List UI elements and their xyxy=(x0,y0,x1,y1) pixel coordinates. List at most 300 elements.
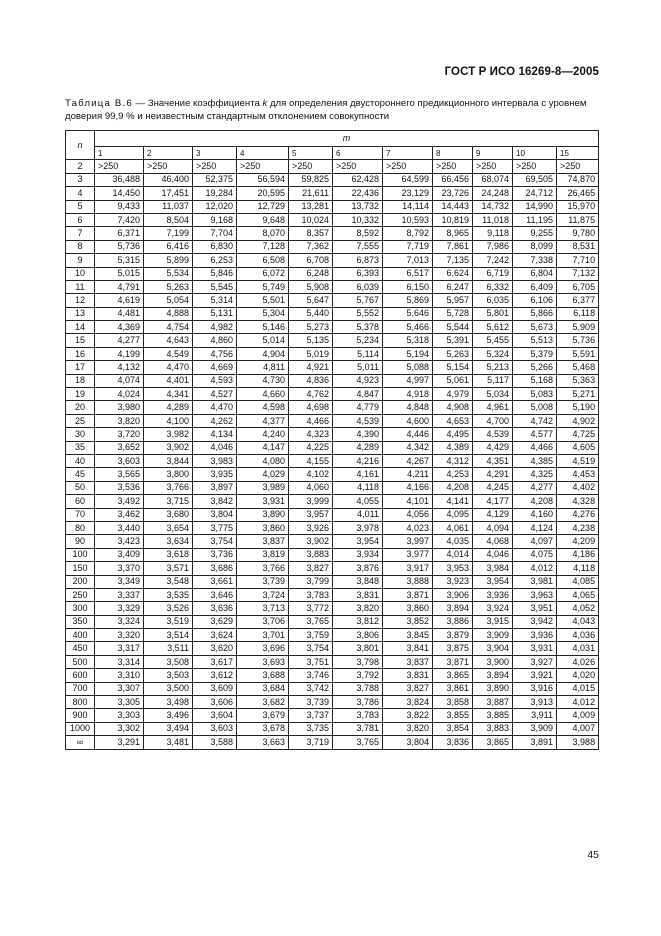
table-cell: 6,106 xyxy=(513,294,557,307)
table-cell: 68,074 xyxy=(473,173,513,186)
table-cell: 3,481 xyxy=(144,736,193,749)
table-cell: 5,552 xyxy=(333,307,383,320)
table-cell: 3,963 xyxy=(513,588,557,601)
table-cell: 5,869 xyxy=(383,294,433,307)
table-cell: 5,194 xyxy=(383,347,433,360)
table-cell: >250 xyxy=(433,160,473,173)
table-cell: 5,749 xyxy=(237,280,289,293)
table-cell: 4,253 xyxy=(433,468,473,481)
table-cell: 5,801 xyxy=(473,307,513,320)
table-cell: 4,007 xyxy=(557,722,599,735)
table-cell: >250 xyxy=(144,160,193,173)
table-cell: 3,977 xyxy=(383,548,433,561)
table-cell: 5,054 xyxy=(144,294,193,307)
table-cell: 26,465 xyxy=(557,187,599,200)
table-cell: 10,819 xyxy=(433,213,473,226)
table-cell: 3,900 xyxy=(473,655,513,668)
table-cell: 3,688 xyxy=(237,669,289,682)
table-cell: 14,732 xyxy=(473,200,513,213)
table-cell: 3,646 xyxy=(193,588,237,601)
table-cell: 3,904 xyxy=(473,642,513,655)
table-cell: 6,035 xyxy=(473,294,513,307)
row-n-value: 500 xyxy=(66,655,95,668)
table-row xyxy=(66,508,599,521)
table-cell: 5,513 xyxy=(513,334,557,347)
table-cell: 3,492 xyxy=(95,495,144,508)
table-cell: 62,428 xyxy=(333,173,383,186)
row-n-value: 450 xyxy=(66,642,95,655)
table-cell: 4,860 xyxy=(193,334,237,347)
table-cell: 4,238 xyxy=(557,521,599,534)
table-row xyxy=(66,602,599,615)
table-cell: 4,600 xyxy=(383,414,433,427)
table-cell: 8,099 xyxy=(513,240,557,253)
page-number: 45 xyxy=(587,849,599,861)
table-cell: 4,011 xyxy=(333,508,383,521)
table-cell: 4,147 xyxy=(237,441,289,454)
table-cell: 4,024 xyxy=(95,388,144,401)
table-cell: 5,008 xyxy=(513,401,557,414)
table-cell: 3,783 xyxy=(333,709,383,722)
table-row xyxy=(66,441,599,454)
table-cell: 3,820 xyxy=(383,722,433,735)
m-column-group-header: m xyxy=(95,131,599,147)
table-cell: 6,118 xyxy=(557,307,599,320)
table-cell: 4,888 xyxy=(144,307,193,320)
table-cell: 3,603 xyxy=(193,722,237,735)
table-cell: 4,598 xyxy=(237,401,289,414)
table-cell: 3,652 xyxy=(95,441,144,454)
table-cell: 69,505 xyxy=(513,173,557,186)
table-cell: 5,647 xyxy=(289,294,333,307)
table-cell: 3,765 xyxy=(333,736,383,749)
table-row xyxy=(66,521,599,534)
table-cell: 3,620 xyxy=(193,642,237,655)
table-cell: 20,595 xyxy=(237,187,289,200)
table-cell: 3,772 xyxy=(289,602,333,615)
table-cell: 3,827 xyxy=(383,682,433,695)
table-cell: 4,023 xyxy=(383,521,433,534)
standard-designation: ГОСТ Р ИСО 16269-8—2005 xyxy=(444,66,599,78)
table-cell: 5,114 xyxy=(333,347,383,360)
table-cell: 5,168 xyxy=(513,374,557,387)
row-n-value: 11 xyxy=(66,280,95,293)
table-cell: 3,916 xyxy=(513,682,557,695)
table-cell: 4,341 xyxy=(144,388,193,401)
table-cell: 3,617 xyxy=(193,655,237,668)
table-cell: 6,377 xyxy=(557,294,599,307)
table-cell: 7,986 xyxy=(473,240,513,253)
table-row xyxy=(66,254,599,267)
row-n-value: 7 xyxy=(66,227,95,240)
column-header-m: 6 xyxy=(333,147,383,160)
table-row xyxy=(66,696,599,709)
row-n-value: 700 xyxy=(66,682,95,695)
table-cell: 4,012 xyxy=(513,562,557,575)
table-row xyxy=(66,160,599,173)
table-cell: 3,879 xyxy=(433,629,473,642)
table-row xyxy=(66,240,599,253)
table-cell: >250 xyxy=(95,160,144,173)
table-cell: 3,902 xyxy=(289,535,333,548)
column-header-m: 4 xyxy=(237,147,289,160)
table-cell: 4,132 xyxy=(95,361,144,374)
table-cell: 4,923 xyxy=(333,374,383,387)
row-n-value: 100 xyxy=(66,548,95,561)
table-cell: 10,332 xyxy=(333,213,383,226)
table-row xyxy=(66,629,599,642)
table-cell: 4,267 xyxy=(383,454,433,467)
table-cell: 4,481 xyxy=(95,307,144,320)
table-cell: 11,018 xyxy=(473,213,513,226)
table-row xyxy=(66,187,599,200)
table-cell: 5,378 xyxy=(333,321,383,334)
table-cell: 3,800 xyxy=(144,468,193,481)
table-cell: 5,545 xyxy=(193,280,237,293)
table-cell: 3,906 xyxy=(433,588,473,601)
table-cell: 3,409 xyxy=(95,548,144,561)
table-cell: 3,978 xyxy=(333,521,383,534)
table-cell: >250 xyxy=(237,160,289,173)
table-cell: 3,565 xyxy=(95,468,144,481)
table-cell: 3,981 xyxy=(513,575,557,588)
table-cell: 3,887 xyxy=(473,696,513,709)
row-n-value: 30 xyxy=(66,428,95,441)
table-cell: 3,696 xyxy=(237,642,289,655)
table-cell: 4,065 xyxy=(557,588,599,601)
table-cell: 3,742 xyxy=(289,682,333,695)
row-n-value: 300 xyxy=(66,602,95,615)
table-cell: 7,242 xyxy=(473,254,513,267)
row-n-value: 1000 xyxy=(66,722,95,735)
row-n-value: 70 xyxy=(66,508,95,521)
table-cell: 3,739 xyxy=(289,696,333,709)
table-cell: 7,013 xyxy=(383,254,433,267)
row-n-value: 3 xyxy=(66,173,95,186)
table-cell: 4,402 xyxy=(557,481,599,494)
table-cell: 4,177 xyxy=(473,495,513,508)
table-cell: 4,389 xyxy=(433,441,473,454)
table-cell: 3,894 xyxy=(433,602,473,615)
table-cell: 3,812 xyxy=(333,615,383,628)
table-cell: 4,289 xyxy=(333,441,383,454)
table-cell: 5,271 xyxy=(557,388,599,401)
table-cell: 5,083 xyxy=(513,388,557,401)
row-n-value: 17 xyxy=(66,361,95,374)
table-cell: 3,984 xyxy=(473,562,513,575)
table-cell: 4,118 xyxy=(557,562,599,575)
table-cell: 3,822 xyxy=(383,709,433,722)
table-cell: 12,729 xyxy=(237,200,289,213)
table-cell: 7,555 xyxy=(333,240,383,253)
table-cell: 6,719 xyxy=(473,267,513,280)
table-cell: 3,679 xyxy=(237,709,289,722)
table-row xyxy=(66,173,599,186)
table-cell: 4,470 xyxy=(193,401,237,414)
table-cell: 3,957 xyxy=(289,508,333,521)
table-cell: 11,195 xyxy=(513,213,557,226)
table-cell: 3,519 xyxy=(144,615,193,628)
table-cell: 14,114 xyxy=(383,200,433,213)
table-cell: 4,245 xyxy=(473,481,513,494)
table-cell: 5,146 xyxy=(237,321,289,334)
table-cell: 4,101 xyxy=(383,495,433,508)
table-cell: 3,999 xyxy=(289,495,333,508)
table-cell: 4,211 xyxy=(383,468,433,481)
table-cell: 3,804 xyxy=(193,508,237,521)
table-cell: 3,706 xyxy=(237,615,289,628)
table-cell: 3,603 xyxy=(95,454,144,467)
column-header-m: 8 xyxy=(433,147,473,160)
table-cell: 3,848 xyxy=(333,575,383,588)
row-n-value: 15 xyxy=(66,334,95,347)
table-cell: 3,894 xyxy=(473,669,513,682)
table-caption-lead: Таблица В.6 xyxy=(65,98,133,109)
table-cell: >250 xyxy=(193,160,237,173)
table-cell: 4,075 xyxy=(513,548,557,561)
table-cell: 4,918 xyxy=(383,388,433,401)
table-row xyxy=(66,548,599,561)
table-cell: 3,931 xyxy=(237,495,289,508)
table-row xyxy=(66,495,599,508)
table-cell: 3,588 xyxy=(193,736,237,749)
table-cell: 5,318 xyxy=(383,334,433,347)
table-row xyxy=(66,414,599,427)
table-cell: 3,609 xyxy=(193,682,237,695)
row-n-value: 250 xyxy=(66,588,95,601)
table-row xyxy=(66,454,599,467)
table-cell: 4,997 xyxy=(383,374,433,387)
table-cell: 4,847 xyxy=(333,388,383,401)
table-cell: 3,861 xyxy=(433,682,473,695)
table-cell: 4,323 xyxy=(289,428,333,441)
table-cell: 4,643 xyxy=(144,334,193,347)
table-cell: 5,014 xyxy=(237,334,289,347)
table-cell: 7,362 xyxy=(289,240,333,253)
table-cell: 4,097 xyxy=(513,535,557,548)
table-cell: 74,870 xyxy=(557,173,599,186)
table-cell: 59,825 xyxy=(289,173,333,186)
table-row xyxy=(66,321,599,334)
table-cell: 4,519 xyxy=(557,454,599,467)
table-cell: 3,804 xyxy=(383,736,433,749)
table-row xyxy=(66,682,599,695)
table-cell: 3,314 xyxy=(95,655,144,668)
table-cell: 3,935 xyxy=(193,468,237,481)
table-cell: 3,680 xyxy=(144,508,193,521)
row-n-value: ∞ xyxy=(66,736,95,749)
table-cell: 3,663 xyxy=(237,736,289,749)
table-row xyxy=(66,347,599,360)
table-cell: 5,190 xyxy=(557,401,599,414)
table-row xyxy=(66,280,599,293)
table-cell: 3,890 xyxy=(473,682,513,695)
column-header-m: 5 xyxy=(289,147,333,160)
table-cell: 3,909 xyxy=(473,629,513,642)
table-cell: 8,504 xyxy=(144,213,193,226)
table-row xyxy=(66,642,599,655)
row-n-value: 400 xyxy=(66,629,95,642)
table-cell: 4,074 xyxy=(95,374,144,387)
table-cell: 4,208 xyxy=(513,495,557,508)
table-cell: 4,029 xyxy=(237,468,289,481)
table-cell: 5,591 xyxy=(557,347,599,360)
table-cell: 11,875 xyxy=(557,213,599,226)
table-cell: 5,263 xyxy=(144,280,193,293)
table-cell: 4,277 xyxy=(95,334,144,347)
table-cell: 5,466 xyxy=(383,321,433,334)
table-cell: 3,503 xyxy=(144,669,193,682)
table-cell: 3,988 xyxy=(557,736,599,749)
coefficient-table xyxy=(65,130,599,750)
table-cell: 3,801 xyxy=(333,642,383,655)
table-cell: 3,926 xyxy=(289,521,333,534)
table-caption-rest: для определения двустороннего предикционного интервала с уровнем доверия 99,9 % и неизвестным стандартным отклонением совокупности xyxy=(65,98,587,122)
table-cell: 4,240 xyxy=(237,428,289,441)
table-cell: 4,921 xyxy=(289,361,333,374)
table-cell: 4,043 xyxy=(557,615,599,628)
table-cell: 3,781 xyxy=(333,722,383,735)
table-cell: 4,312 xyxy=(433,454,473,467)
table-cell: 4,080 xyxy=(237,454,289,467)
table-caption-variable: k xyxy=(262,98,268,109)
table-cell: 4,141 xyxy=(433,495,473,508)
table-cell: 3,954 xyxy=(473,575,513,588)
table-cell: 6,830 xyxy=(193,240,237,253)
table-cell: 5,135 xyxy=(289,334,333,347)
table-cell: 12,020 xyxy=(193,200,237,213)
table-cell: 4,276 xyxy=(557,508,599,521)
table-cell: 4,466 xyxy=(513,441,557,454)
table-cell: 6,248 xyxy=(289,267,333,280)
table-cell: 3,766 xyxy=(237,562,289,575)
table-cell: 3,792 xyxy=(333,669,383,682)
table-cell: 3,302 xyxy=(95,722,144,735)
table-cell: 3,736 xyxy=(193,548,237,561)
table-cell: 6,247 xyxy=(433,280,473,293)
table-cell: 4,055 xyxy=(333,495,383,508)
table-cell: 4,779 xyxy=(333,401,383,414)
table-cell: 66,456 xyxy=(433,173,473,186)
table-cell: 5,034 xyxy=(473,388,513,401)
row-n-value: 25 xyxy=(66,414,95,427)
table-cell: 5,266 xyxy=(513,361,557,374)
table-cell: 7,199 xyxy=(144,227,193,240)
table-cell: 3,951 xyxy=(513,602,557,615)
table-cell: 6,873 xyxy=(333,254,383,267)
table-caption-dash: — Значение коэффициента xyxy=(132,98,263,109)
table-cell: 3,735 xyxy=(289,722,333,735)
table-cell: 4,495 xyxy=(433,428,473,441)
row-n-value: 13 xyxy=(66,307,95,320)
table-cell: 4,539 xyxy=(473,428,513,441)
table-cell: 10,024 xyxy=(289,213,333,226)
row-n-value: 10 xyxy=(66,267,95,280)
table-cell: 5,455 xyxy=(473,334,513,347)
table-row xyxy=(66,213,599,226)
table-cell: 5,534 xyxy=(144,267,193,280)
row-n-value: 45 xyxy=(66,468,95,481)
table-cell: 3,571 xyxy=(144,562,193,575)
table-cell: 4,094 xyxy=(473,521,513,534)
table-cell: 7,710 xyxy=(557,254,599,267)
table-cell: 4,698 xyxy=(289,401,333,414)
table-cell: 8,070 xyxy=(237,227,289,240)
table-row xyxy=(66,361,599,374)
table-cell: 5,131 xyxy=(193,307,237,320)
table-cell: 4,549 xyxy=(144,347,193,360)
table-cell: 3,661 xyxy=(193,575,237,588)
table-cell: 3,606 xyxy=(193,696,237,709)
table-cell: 3,927 xyxy=(513,655,557,668)
table-cell: 9,168 xyxy=(193,213,237,226)
table-cell: 4,725 xyxy=(557,428,599,441)
table-cell: 3,885 xyxy=(473,709,513,722)
table-cell: 4,390 xyxy=(333,428,383,441)
table-cell: 13,732 xyxy=(333,200,383,213)
table-cell: 3,739 xyxy=(237,575,289,588)
table-cell: 7,338 xyxy=(513,254,557,267)
table-cell: 6,371 xyxy=(95,227,144,240)
table-cell: 4,199 xyxy=(95,347,144,360)
table-cell: 4,351 xyxy=(473,454,513,467)
row-n-value: 19 xyxy=(66,388,95,401)
table-cell: 4,836 xyxy=(289,374,333,387)
table-cell: 4,031 xyxy=(557,642,599,655)
table-cell: 8,965 xyxy=(433,227,473,240)
table-cell: 3,737 xyxy=(289,709,333,722)
table-cell: 4,009 xyxy=(557,709,599,722)
table-cell: 3,891 xyxy=(513,736,557,749)
table-cell: 4,979 xyxy=(433,388,473,401)
table-row xyxy=(66,736,599,749)
table-cell: 3,508 xyxy=(144,655,193,668)
table-cell: 3,909 xyxy=(513,722,557,735)
table-cell: 4,020 xyxy=(557,669,599,682)
table-cell: 3,886 xyxy=(433,615,473,628)
table-cell: 5,304 xyxy=(237,307,289,320)
table-cell: 3,860 xyxy=(237,521,289,534)
table-cell: 3,936 xyxy=(513,629,557,642)
table-cell: 3,759 xyxy=(289,629,333,642)
table-cell: 9,433 xyxy=(95,200,144,213)
table-cell: 4,593 xyxy=(193,374,237,387)
table-cell: 3,751 xyxy=(289,655,333,668)
table-cell: 24,712 xyxy=(513,187,557,200)
table-cell: 3,837 xyxy=(383,655,433,668)
table-caption xyxy=(65,97,605,123)
table-cell: 8,792 xyxy=(383,227,433,240)
table-cell: 3,686 xyxy=(193,562,237,575)
table-row xyxy=(66,267,599,280)
table-cell: 3,841 xyxy=(383,642,433,655)
table-row xyxy=(66,307,599,320)
table-cell: 3,953 xyxy=(433,562,473,575)
table-cell: 3,536 xyxy=(95,481,144,494)
table-cell: 3,890 xyxy=(237,508,289,521)
table-cell: 3,980 xyxy=(95,401,144,414)
table-cell: 3,500 xyxy=(144,682,193,695)
table-cell: 23,129 xyxy=(383,187,433,200)
table-cell: 3,775 xyxy=(193,521,237,534)
table-cell: 4,118 xyxy=(333,481,383,494)
table-cell: 3,911 xyxy=(513,709,557,722)
table-cell: 4,470 xyxy=(144,361,193,374)
table-cell: 46,400 xyxy=(144,173,193,186)
row-n-value: 2 xyxy=(66,160,95,173)
table-cell: 4,046 xyxy=(473,548,513,561)
table-cell: 4,385 xyxy=(513,454,557,467)
